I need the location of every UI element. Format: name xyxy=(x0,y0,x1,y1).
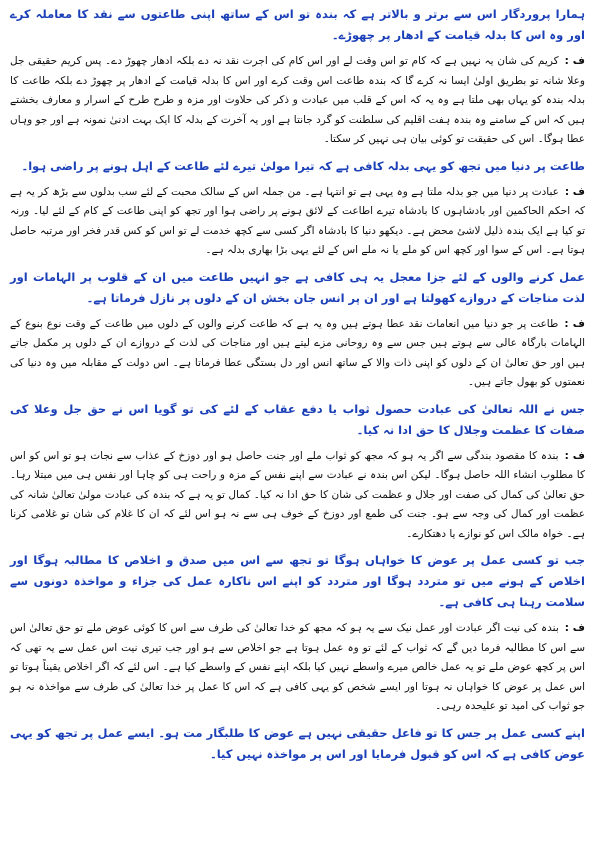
body-paragraph xyxy=(10,315,585,393)
section-heading: عمل کرنے والوں کے لئے جزا معجل یہ ہی کافی ہے جو انہیں طاعت میں ان کے قلوب پر الہامات اور لذت مناجات کے دروازے کھولتا ہے اور ان پر انس جان بخش ان کے دلوں پر نازل فرماتا ہے۔ xyxy=(10,269,585,305)
section-heading: ہمارا پروردگار اس سے برتر و بالاتر ہے کہ بندہ تو اس کے ساتھ اپنی طاعتوں سے نقد کا معاملہ کرے اور وہ اس کا بدلہ قیامت کے ادھار پر چھوڑے۔ xyxy=(10,7,585,42)
section-heading: طاعت پر دنیا میں تجھ کو یہی بدلہ کافی ہے کہ تیرا مولیٰ تیرے لئے طاعت کے اہل ہونے پر راضی ہوا۔ xyxy=(21,158,585,173)
body-paragraph xyxy=(10,183,585,261)
paragraph-prefix: ف : xyxy=(564,449,586,462)
section-heading: جس نے اللہ تعالیٰ کی عبادت حصول ثواب یا دفع عقاب کے لئے کی تو گویا اس نے حق جل وعلا کی صفات کا عظمت وجلال کا حق ادا نہ کیا۔ xyxy=(10,401,585,437)
paragraph-prefix: ف : xyxy=(564,317,585,330)
section-heading: اپنے کسی عمل پر جس کا تو فاعل حقیقی نہیں ہے عوض کا طلبگار مت ہو۔ ایسے عمل پر تجھ کو یہی عوض کافی ہے کہ اس کو قبول فرمایا اور اس پر مواخذہ نہیں کیا۔ xyxy=(10,725,585,761)
paragraph-text: کریم کی شان یہ نہیں ہے کہ کام تو اس وقت لے اور اس کام کی اجرت نقد نہ دے بلکہ ادھار چھوڑ دے۔ پس کریم حقیقی جل وعلا شانہ تو بطریق اولیٰ ایسا نہ کرے گا کہ بندہ طاعت اس وقت کرے اور اس کا بدلہ قیامت کے ادھار پر چھوڑ دے بلکہ طاعت کا بدلہ بندہ کو یہاں بھی ملتا ہے وہ یہ کہ اس کے قلب میں عبادت و ذکر کی حلاوت اور مزہ و طرح طرح کے اسرار و معارف بخشتے ہیں کہ اس کے سامنے وہ بندہ ہفت اقلیم کی سلطنت کو گرد جانتا ہے اور یہ آخرت کے بدلہ کا ایک بہت ادنیٰ نمونہ ہے اور جو وہاں عطا ہوگا۔ اس کی حقیقت تو کوئی بیان ہی نہیں کر سکتا۔ xyxy=(10,55,585,145)
document-page xyxy=(10,4,585,771)
paragraph-text: طاعت پر جو دنیا میں انعامات نقد عطا ہوتے ہیں وہ یہ ہے کہ طاعت کرنے والوں کے دلوں میں طاعت کے وقت نوع بنوع کے الہامات بارگاہ عالی سے ہوتے ہیں جس سے وہ روحانی مزے لیتے ہیں اور مناجات کی لذت کے دروازے ان کے دلوں پر مکمل جاتے ہیں اور حق تعالیٰ ان کے دلوں کو اپنی ذات والا کے ساتھ انس اور دل بستگی عطا فرماتا ہے۔ اس دولت کے مقابلہ میں وہ دنیا کی نعمتوں کو بھول جاتے ہیں۔ xyxy=(10,317,585,388)
paragraph-prefix: ف : xyxy=(564,185,585,198)
paragraph-text: بندہ کی نیت اگر عبادت اور عمل نیک سے یہ ہو کہ مجھ کو خدا تعالیٰ کی طرف سے اس کا کوئی عوض ملے تو حق تعالیٰ اس سے اس کا مطالبہ فرما دیں گے کہ ثواب کے لئے تو وہ عمل ہوتا ہے جو اخلاص سے ہو اور جب تیری نیت اس عمل سے یہ تھی کہ اس پر کچھ عوض ملے تو یہ عمل خالص میرے واسطے نہیں کیا بلکہ اپنے نفس کے واسطے کیا ہے۔ اس لئے کہ اگر اخلاص یقیناً ہوتا تو اس عمل پر عوض کا خواہاں نہ ہوتا اور ایسے شخص کو یہی کافی ہے کہ اس کا عمل پر خدا تعالیٰ کی طرف سے مواخذہ نہ ہو جو ثواب کی امید تو علیحدہ رہی۔ xyxy=(10,622,585,712)
body-paragraph xyxy=(10,52,585,150)
paragraph-prefix: ف : xyxy=(564,55,585,67)
body-paragraph xyxy=(10,447,585,545)
paragraph-text: عبادت پر دنیا میں جو بدلہ ملتا ہے وہ یہی ہے تو انتہا ہے۔ من جملہ اس کے سالک محبت کے لئے سب بدلوں سے بڑھ کر یہ ہے کہ احکم الحاکمین اور بادشاہوں کا بادشاہ تیرے اطاعت کے لائق ہونے پر راضی ہوا اور تجھ کو اپنی طاعت کے کام کے لئے لیا۔ ورنہ تو کیا ہے ایک بندہ ذلیل لاشئ محض ہے۔ دیکھو دنیا کا بادشاہ اگر کسی سے کچھ خدمت لے تو اس کو کس قدر فخر اور مرتبہ حاصل ہوتا ہے۔ اس کے سوا اور کچھ اس کو ملے یا نہ ملے اس کے لئے یہی بڑا بھاری بدلہ ہے۔ xyxy=(10,185,585,256)
body-paragraph xyxy=(10,619,585,717)
paragraph-text: بندہ کا مقصود بندگی سے اگر یہ ہو کہ مجھ کو ثواب ملے اور جنت حاصل ہو اور دوزخ کے عذاب سے نجات ہو تو اس کو اس کا مطلوب انشاء اللہ حاصل ہوگا۔ لیکن اس بندہ نے عبادت سے اپنے نفس کے مزہ و راحت ہی کو چاہا اور نفس ہی میں مبتلا رہا۔ حق تعالیٰ کی کمال کی صفت اور جلال و عظمت کی شان کا حق ادا نہ کیا۔ کمال تو یہ ہے کہ بندہ کی عبادت مولیٰ تعالیٰ شانہ کی عظمت اور کمال کی وجہ سے ہو۔ جنت کی طمع اور دوزخ کے خوف ہی سے نہ ہو اس لئے کہ ان کا غلام کی شان تو غلامی کرنا ہے۔ خواہ مالک اس کو نوازے یا دھتکارے۔ xyxy=(10,449,585,540)
section-heading: جب تو کسی عمل پر عوض کا خواہاں ہوگا تو تجھ سے اس میں صدق و اخلاص کا مطالبہ ہوگا اور اخلاص کے ہونے میں تو متردد ہوگا اور متردد کو اپنے اس ناکارہ عمل کی جزاء و مواخذہ دونوں سے سلامت رہنا ہی کافی ہے۔ xyxy=(10,553,585,609)
paragraph-prefix: ف : xyxy=(564,622,585,634)
